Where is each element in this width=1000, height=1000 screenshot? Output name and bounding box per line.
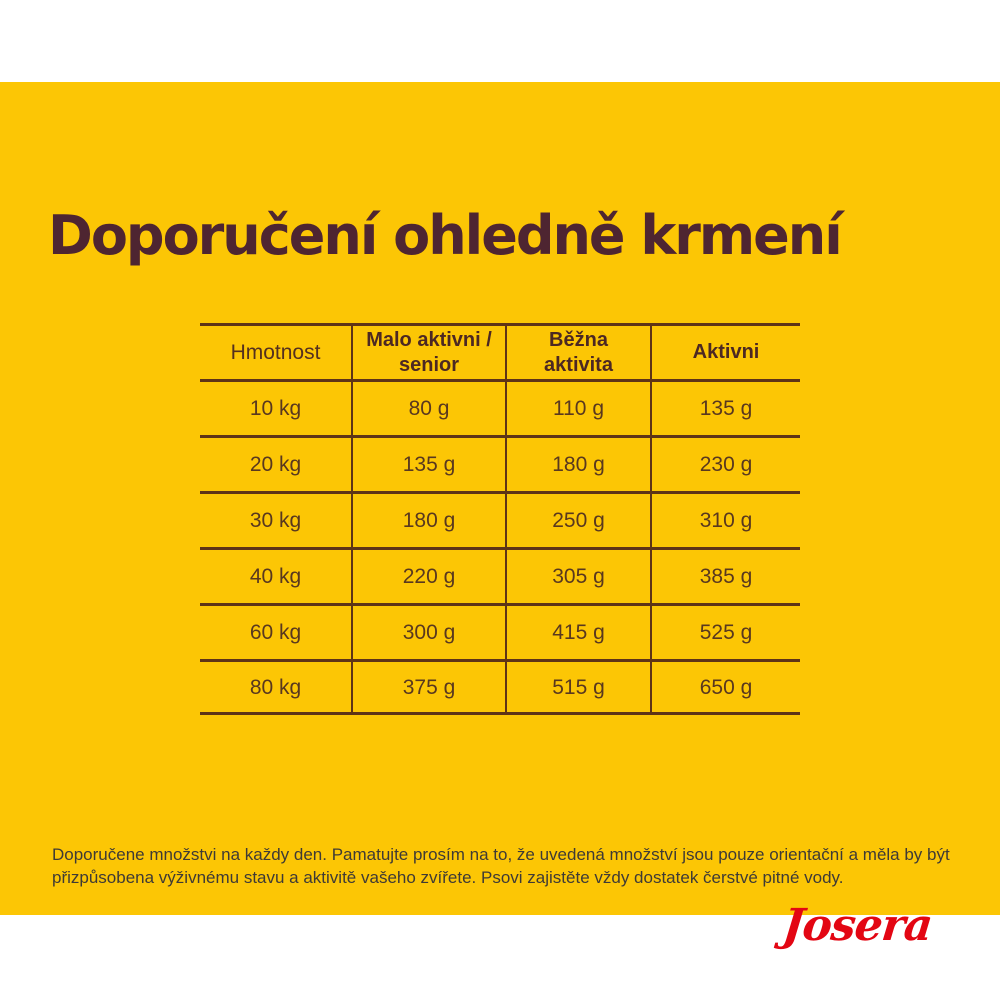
table-cell-amount: 135 g: [351, 435, 505, 491]
table-cell-amount: 385 g: [650, 547, 800, 603]
yellow-background-panel: [0, 82, 1000, 951]
feeding-table: [200, 323, 800, 715]
table-cell-amount: 250 g: [505, 491, 650, 547]
table-cell-amount: 525 g: [650, 603, 800, 659]
table-cell-amount: 80 g: [351, 379, 505, 435]
table-cell-amount: 310 g: [650, 491, 800, 547]
column-header-low-active: Malo aktivni / senior: [351, 323, 505, 379]
table-cell-weight: 80 kg: [200, 659, 351, 715]
table-cell-amount: 375 g: [351, 659, 505, 715]
table-cell-weight: 10 kg: [200, 379, 351, 435]
footnote-line-2: přizpůsobena výživnému stavu a aktivitě vašeho zvířete. Psovi zajistěte vždy dostatek čerstvé pitné vody.: [52, 868, 844, 887]
table-cell-weight: 20 kg: [200, 435, 351, 491]
josera-logo: Josera: [780, 900, 935, 951]
table-cell-amount: 220 g: [351, 547, 505, 603]
table-cell-amount: 180 g: [505, 435, 650, 491]
column-header-weight: Hmotnost: [200, 323, 351, 379]
feeding-footnote: [52, 843, 950, 889]
table-cell-amount: 135 g: [650, 379, 800, 435]
table-cell-amount: 650 g: [650, 659, 800, 715]
table-cell-weight: 60 kg: [200, 603, 351, 659]
table-cell-weight: 40 kg: [200, 547, 351, 603]
table-cell-amount: 415 g: [505, 603, 650, 659]
table-cell-amount: 300 g: [351, 603, 505, 659]
column-header-normal-activity: Běžna aktivita: [505, 323, 650, 379]
table-cell-amount: 180 g: [351, 491, 505, 547]
table-cell-amount: 515 g: [505, 659, 650, 715]
page-title: Doporučení ohledně krmení: [48, 204, 841, 267]
table-cell-amount: 230 g: [650, 435, 800, 491]
column-header-active: Aktivni: [650, 323, 800, 379]
table-cell-amount: 305 g: [505, 547, 650, 603]
table-cell-amount: 110 g: [505, 379, 650, 435]
footnote-line-1: Doporučene množstvi na každy den. Pamatujte prosím na to, že uvedená množství jsou pouze orientační a měla by být: [52, 845, 950, 864]
table-cell-weight: 30 kg: [200, 491, 351, 547]
